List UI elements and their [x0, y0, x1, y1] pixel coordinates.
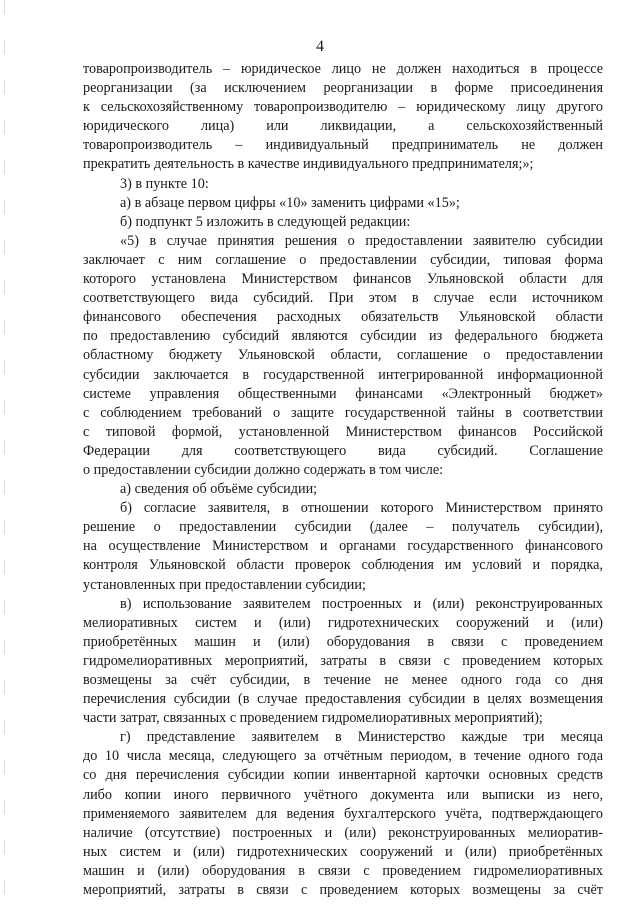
- text-line: мероприятий, затраты в связи с проведением которых возмещены за счёт: [83, 882, 603, 899]
- text-line: приобретённых машин и (или) оборудования в связи с проведением: [83, 633, 603, 650]
- text-line: решение о предоставлении субсидии (далее – получатель субсидии),: [83, 519, 603, 536]
- text-line: товаропроизводитель – индивидуальный предприниматель не должен: [83, 137, 603, 154]
- text-line: а) сведения об объёме субсидии;: [120, 481, 318, 498]
- text-line: областному бюджету Ульяновской области, соглашение о предоставлении: [83, 347, 603, 364]
- text-line: которого установлена Министерством финансов Ульяновской области для: [83, 271, 603, 288]
- text-line: в) использование заявителем построенных и (или) реконструированных: [120, 595, 603, 612]
- text-line: реорганизации (за исключением реорганизации в форме присоединения: [83, 80, 603, 97]
- text-line: по предоставлению субсидий являются субсидии из федерального бюджета: [83, 328, 603, 345]
- text-line: а) в абзаце первом цифры «10» заменить цифрами «15»;: [120, 194, 460, 211]
- text-line: б) согласие заявителя, в отношении которого Министерством принято: [120, 500, 603, 517]
- text-line: заключает с ним соглашение о предоставлении субсидии, типовая форма: [83, 251, 603, 268]
- text-line: соответствующего вида субсидий. При этом в случае если источником: [83, 290, 603, 307]
- text-line: применяемого заявителем для ведения бухгалтерского учёта, подтверждающего: [83, 805, 603, 822]
- text-line: с соблюдением требований о защите государственной тайны в соответствии: [83, 404, 603, 421]
- text-line: субсидии заключается в государственной интегрированной информационной: [83, 366, 603, 383]
- text-line: мелиоративных систем и (или) гидротехнических сооружений и (или): [83, 614, 603, 631]
- text-line: возмещены за счёт субсидии, в течение не менее одного года со дня: [83, 672, 603, 688]
- text-line: машин и (или) оборудования в связи с проведением гидромелиоративных: [83, 862, 603, 879]
- text-line: г) представление заявителем в Министерство каждые три месяца: [120, 729, 603, 746]
- scan-edge-mark: [4, 0, 5, 905]
- text-line: наличие (отсутствие) построенных и (или) реконструированных мелиоратив-: [83, 824, 603, 841]
- document-body: [83, 60, 603, 900]
- text-line: Федерации для соответствующего вида субсидий. Соглашение: [83, 442, 603, 459]
- text-line: юридического лица) или ликвидации, а сельскохозяйственный: [83, 118, 603, 135]
- text-line: ных систем и (или) гидротехнических сооружений и (или) приобретённых: [83, 843, 603, 860]
- text-line: установленных при предоставлении субсидии;: [83, 576, 366, 593]
- text-line: с типовой формой, установленной Министерством финансов Российской: [83, 423, 603, 440]
- text-line: перечисления субсидии (в случае предоставления субсидии в целях возмещения: [83, 691, 603, 708]
- page-number: 4: [316, 38, 324, 55]
- text-line: со дня перечисления субсидии копии инвентарной карточки основных средств: [83, 767, 603, 784]
- text-line: гидромелиоративных мероприятий, затраты в связи с проведением которых: [83, 652, 603, 669]
- text-line: прекратить деятельность в качестве индивидуального предпринимателя;»;: [83, 156, 534, 173]
- text-line: либо копии иного первичного учётного документа или выписки из него,: [83, 786, 603, 803]
- text-line: финансового обеспечения расходных обязательств Ульяновской области: [83, 309, 603, 326]
- text-line: части затрат, связанных с проведением гидромелиоративных мероприятий);: [83, 710, 543, 727]
- text-line: на осуществление Министерством и органами государственного финансового: [83, 538, 603, 555]
- text-line: контроля Ульяновской области проверок соблюдения им условий и порядка,: [83, 557, 603, 574]
- text-line: к сельскохозяйственному товаропроизводителю – юридическому лицу другого: [83, 99, 603, 116]
- text-line: 3) в пункте 10:: [120, 175, 209, 192]
- text-line: системе управления общественными финансами «Электронный бюджет»: [83, 385, 603, 402]
- text-line: «5) в случае принятия решения о предоставлении заявителю субсидии: [120, 232, 603, 249]
- text-line: б) подпункт 5 изложить в следующей редакции:: [120, 213, 411, 230]
- text-line: товаропроизводитель – юридическое лицо не должен находиться в процессе: [83, 61, 603, 77]
- text-line: до 10 числа месяца, следующего за отчётным периодом, в течение одного года: [83, 748, 603, 765]
- text-line: о предоставлении субсидии должно содержать в том числе:: [83, 461, 444, 478]
